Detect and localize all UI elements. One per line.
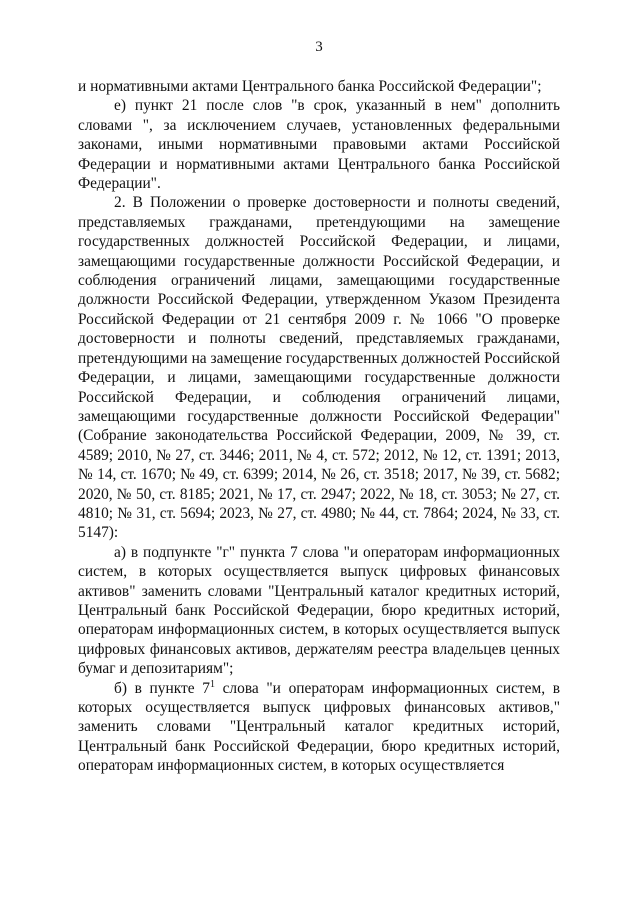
paragraph-continuation: и нормативными актами Центрального банка Российской Федерации"; bbox=[78, 78, 542, 95]
paragraph-section-2: 2. В Положении о проверке достоверности и полноты сведений, представляемых гражданами, претендующими на замещение государственных должностей Российской Федерации, и лицами, замещающими государственные должности Российской Федерации, и соблюдения ограничений лицами, замещающими государственные должности Российской Федерации, утвержденном Указом Президента Российской Федерации от 21 сентября 2009 г. № 1066 "О проверке достоверности и полноты сведений, представляемых гражданами, претендующими на замещение государственных должностей Российской Федерации, и лицами, замещающими государственные должности Российской Федерации, и соблюдения ограничений лицами, замещающими государственные должности Российской Федерации" (Собрание законодательства Российской Федерации, 2009, № 39, ст. 4589; 2010, № 27, ст. 3446; 2011, № 4, ст. 572; 2012, № 12, ст. 1391; 2013, № 14, ст. 1670; № 49, ст. 6399; 2014, № 26, ст. 3518; 2017, № 39, ст. 5682; 2020, № 50, ст. 8185; 2021, № 17, ст. 2947; 2022, № 18, ст. 3053; № 27, ст. 4810; № 31, ст. 5694; 2023, № 27, ст. 4980; № 44, ст. 7864; 2024, № 33, ст. 5147): bbox=[78, 194, 560, 542]
paragraph-item-a: а) в подпункте "г" пункта 7 слова "и операторам информационных систем, в которых осуществляется выпуск цифровых финансовых активов" заменить словами "Центральный каталог кредитных историй, Центральный банк Российской Федерации, бюро кредитных историй, операторам информационных систем, в которых осуществляется выпуск цифровых финансовых активов, держателям реестра владельцев ценных бумаг и депозитариям"; bbox=[78, 543, 560, 678]
document-page bbox=[78, 38, 560, 776]
paragraph-item-b bbox=[78, 679, 560, 776]
superscript-number: 1 bbox=[209, 678, 215, 690]
page-number: 3 bbox=[315, 39, 323, 55]
paragraph-item-b-rest: слова "и операторам информационных систем, в которых осуществляется выпуск цифровых финансовых активов," заменить словами "Центральный каталог кредитных историй, Центральный банк Российской Федерации, бюро кредитных историй, операторам информационных систем, в которых осуществляется bbox=[78, 679, 561, 775]
paragraph-item-b-start: б) в пункте 7 bbox=[114, 679, 210, 697]
paragraph-item-e: е) пункт 21 после слов "в срок, указанный в нем" дополнить словами ", за исключением случаев, установленных федеральными законами, иными нормативными правовыми актами Российской Федерации и нормативными актами Центрального банка Российской Федерации". bbox=[78, 97, 560, 193]
